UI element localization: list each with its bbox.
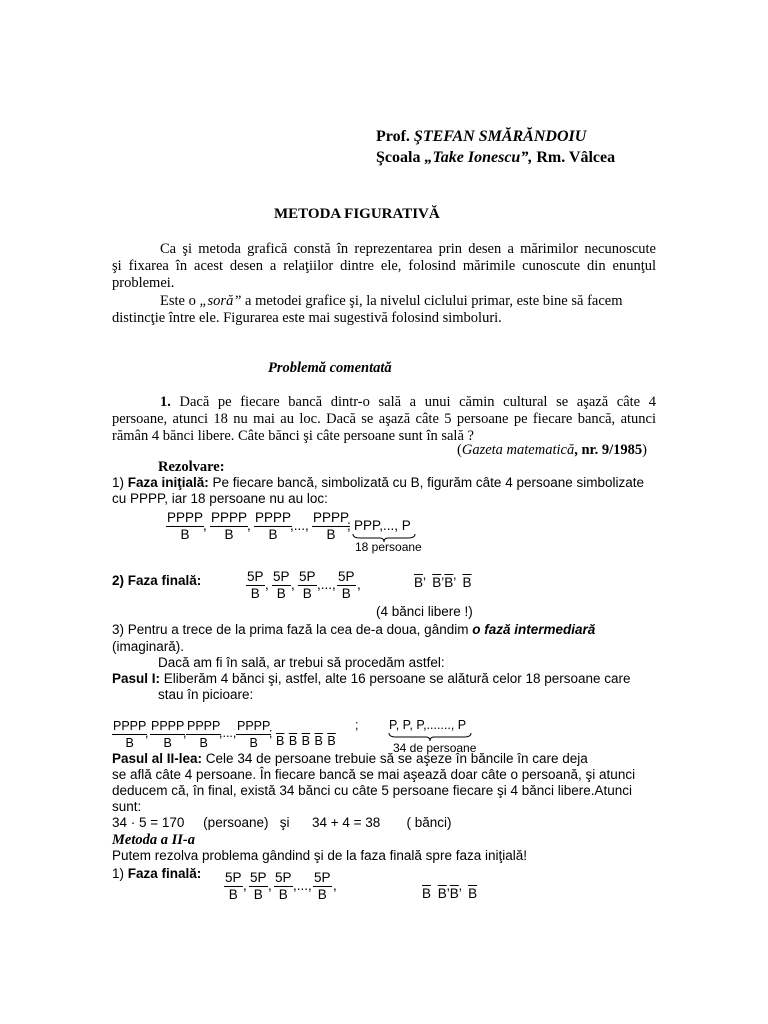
- author-name: ŞTEFAN SMĂRĂNDOIU: [413, 128, 587, 145]
- comma: ,: [357, 577, 361, 592]
- fraction-5p-b: $\frac{5P}{B}$: [225, 870, 242, 902]
- remaining-persons: PPP,..., P: [354, 518, 411, 533]
- separator: ;: [355, 718, 359, 732]
- pas2-line: sunt:: [112, 799, 142, 814]
- imagine-line: Dacă am fi în sală, ar trebui să procedăm astfel:: [158, 655, 445, 670]
- page-title: METODA FIGURATIVĂ: [274, 206, 440, 222]
- pas2-line: Pasul al II-lea: Cele 34 de persoane trebuie să se aşeze în băncile în care deja: [112, 751, 588, 766]
- problem-number: 1.: [160, 394, 171, 410]
- fraction-5p-b: $\frac{5P}{B}$: [247, 569, 264, 601]
- school-prefix: Şcoala: [376, 149, 425, 166]
- ellipsis: ,...,: [219, 726, 237, 740]
- ellipsis: ,...,: [293, 878, 312, 893]
- step1-line: 1) Faza iniţială: Pe fiecare bancă, simbolizată cu B, figurăm câte 4 persoane simbolizate: [112, 475, 645, 490]
- fraction-pppp-b: PPPP B: [237, 719, 271, 750]
- problem-line: 1. Dacă pe fiecare bancă dintr-o sală a unui cămin cultural se aşază câte 4: [160, 394, 656, 410]
- intro-line: distincţie între ele. Figurarea este mai sugestivă folosind simboluri.: [112, 310, 502, 326]
- emptied-benches: $\overline{B}$ $\overline{B}$ $\overline{B}$ $\overline{B}$ $\overline{B}$: [276, 734, 336, 748]
- remaining-count: 18 persoane: [355, 540, 422, 554]
- intro-line: Este o „soră” a metodei grafice şi, la nivelul ciclului primar, este bine să facem: [160, 293, 623, 309]
- ellipsis: ,...,: [290, 518, 309, 533]
- intro-line: Ca şi metoda grafică constă în reprezentarea prin desen a mărimilor necunoscute: [160, 241, 656, 257]
- pas2-line: deducem că, în final, există 34 bănci cu câte 5 persoane fiecare şi 4 bănci libere.Atunci: [112, 783, 633, 798]
- fraction-pppp-b: PPPP B: [151, 719, 185, 750]
- method2-heading: Metoda a II-a: [112, 832, 195, 848]
- school-line: [376, 149, 615, 167]
- pas1-line: Pasul I: Eliberăm 4 bănci şi, astfel, alte 16 persoane se alătură celor 18 persoane care: [112, 671, 631, 686]
- fraction-5p-b: $\frac{5P}{B}$: [299, 569, 316, 601]
- free-benches-note: (4 bănci libere !): [376, 604, 473, 619]
- standing-count: 34 de persoane: [393, 741, 477, 755]
- fraction-5p-b: $\frac{5P}{B}$: [338, 569, 355, 601]
- comma: ,: [291, 577, 295, 592]
- fraction-5p-b: $\frac{5P}{B}$: [250, 870, 267, 902]
- free-benches: $\overline{B}$ $\overline{B}’\overline{B}$’ $\overline{B}$: [422, 886, 478, 901]
- calculation: 34 · 5 = 170 (persoane) şi 34 + 4 = 38 ( bănci): [112, 815, 452, 830]
- standing-persons: P, P, P,......., P: [389, 718, 467, 732]
- fraction-pppp-b: PPPP B: [167, 510, 204, 542]
- ellipsis: ,...,: [317, 577, 336, 592]
- fraction-pppp-b: PPPP B: [211, 510, 248, 542]
- method2-step1: 1) Faza finală:: [112, 866, 202, 881]
- section-title: Problemă comentată: [268, 360, 392, 376]
- semicolon: ;: [269, 726, 273, 740]
- comma: ,: [333, 878, 337, 893]
- school-name: „Take Ionescu”,: [424, 149, 533, 166]
- comma: ,: [203, 518, 207, 533]
- fraction-5p-b: $\frac{5P}{B}$: [273, 569, 290, 601]
- step1-line: cu PPPP, iar 18 persoane nu au loc:: [112, 491, 328, 506]
- free-benches: $\overline{B}$’ $\overline{B}’\overline{B}$’ $\overline{B}$: [414, 575, 472, 590]
- pas2-line: se află câte 4 persoane. În fiecare bancă se mai aşează doar câte o persoană, şi atunci: [112, 767, 636, 782]
- comma: ,: [268, 878, 272, 893]
- author-prefix: Prof.: [376, 128, 414, 145]
- comma: ,: [265, 577, 269, 592]
- comma: ,: [183, 726, 187, 740]
- comma: ,: [145, 726, 149, 740]
- fraction-pppp-b: PPPP B: [113, 719, 147, 750]
- intro-line: şi fixarea în acest desen a relaţiilor dintre ele, folosind mărimile cunoscute din enunţul: [112, 258, 656, 274]
- problem-source: (Gazeta matematică, nr. 9/1985): [457, 442, 647, 458]
- fraction-pppp-b: PPPP B: [255, 510, 292, 542]
- intro-line: problemei.: [112, 275, 175, 291]
- step2-label: 2) Faza finală:: [112, 573, 202, 588]
- school-city: Rm. Vâlcea: [532, 149, 616, 166]
- fraction-5p-b: $\frac{5P}{B}$: [275, 870, 292, 902]
- method2-text: Putem rezolva problema gândind şi de la faza finală spre faza iniţială!: [112, 848, 527, 863]
- author-line: [376, 128, 586, 146]
- fraction-5p-b: $\frac{5P}{B}$: [314, 870, 331, 902]
- step3-line: (imaginară).: [112, 639, 185, 654]
- sora-word: „soră”: [199, 293, 242, 309]
- solution-heading: Rezolvare:: [158, 459, 225, 475]
- semicolon: ;: [347, 518, 351, 533]
- problem-line: rămân 4 bănci libere. Câte bănci şi câte persoane sunt în sală ?: [112, 428, 474, 444]
- problem-line: persoane, atunci 18 nu mai au loc. Dacă se aşază câte 5 persoane pe fiecare bancă, atunci: [112, 411, 656, 427]
- fraction-pppp-b: PPPP B: [313, 510, 350, 542]
- step3-line: 3) Pentru a trece de la prima fază la cea de-a doua, gândim o fază intermediară: [112, 622, 596, 637]
- comma: ,: [243, 878, 247, 893]
- pas1-line: stau în picioare:: [158, 687, 254, 702]
- comma: ,: [247, 518, 251, 533]
- fraction-pppp-b: PPPP B: [187, 719, 221, 750]
